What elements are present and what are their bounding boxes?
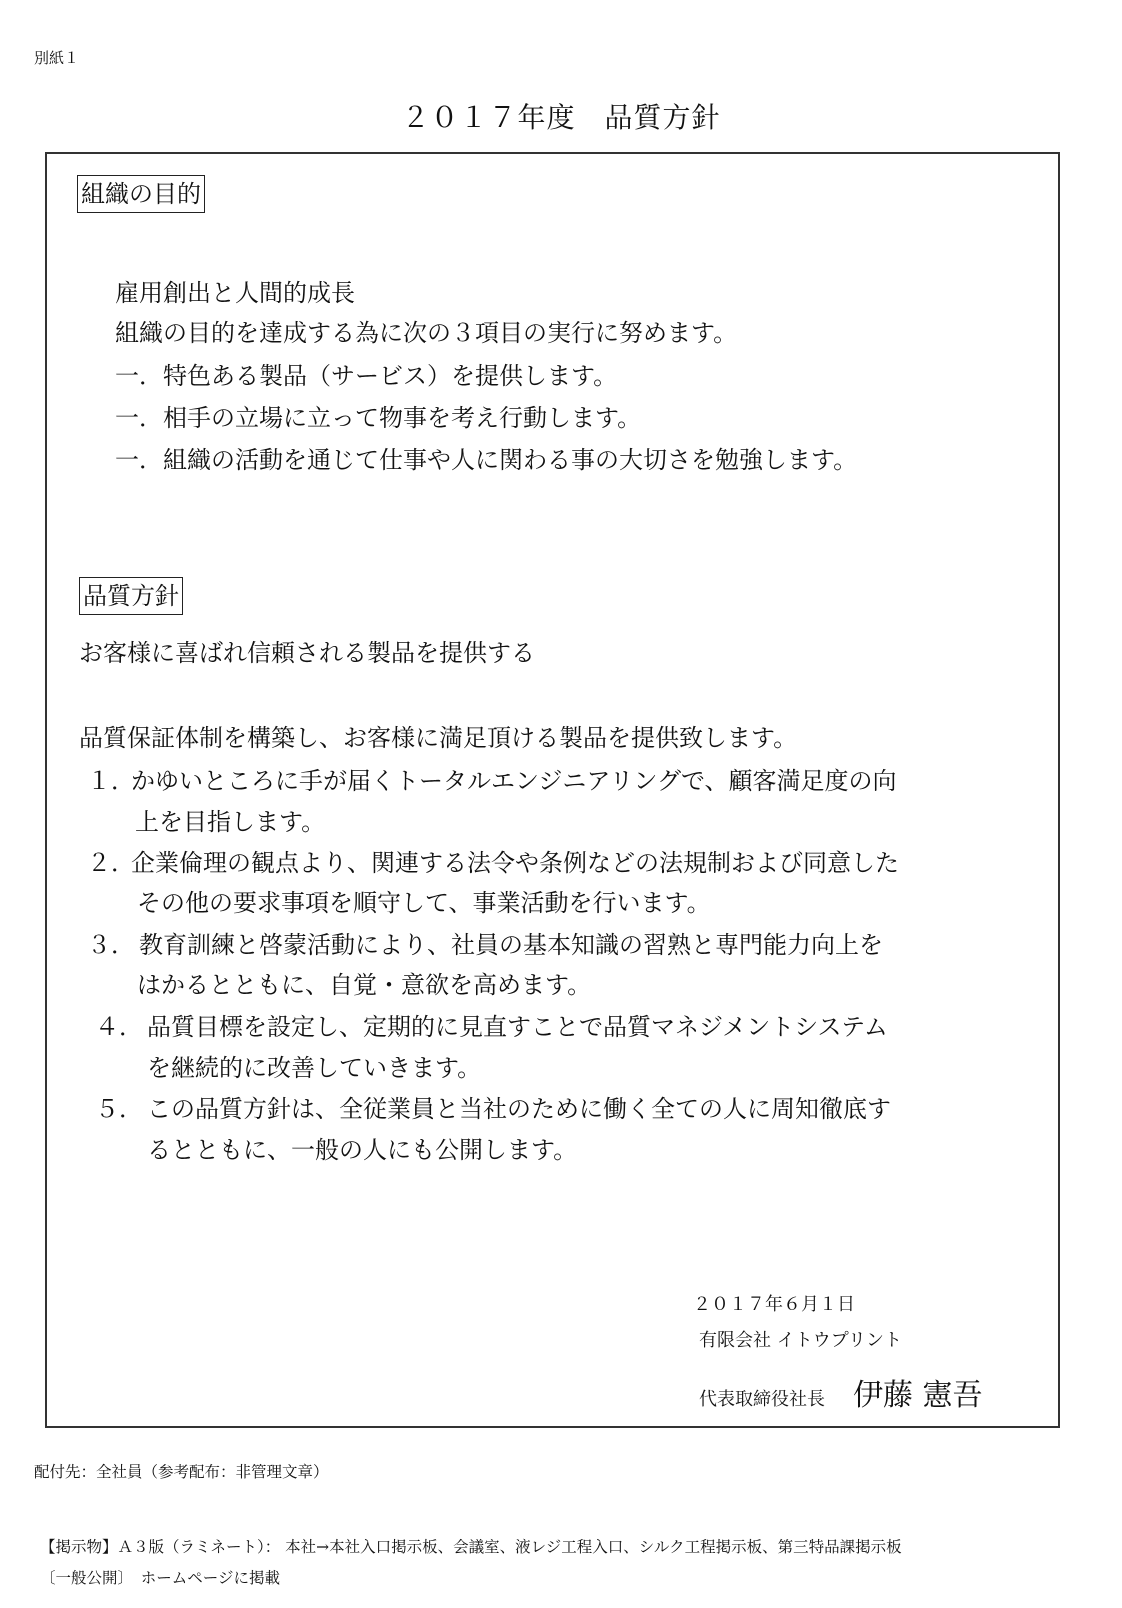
item-number: １．: [87, 767, 135, 795]
quality-intro: 品質保証体制を構築し、お客様に満足頂ける製品を提供致します。: [79, 724, 798, 752]
item-text-cont: るとともに、一般の人にも公開します。: [147, 1136, 578, 1164]
item-number: ２．: [87, 849, 135, 877]
purpose-line: 組織の目的を達成する為に次の３項目の実行に努めます。: [115, 319, 738, 347]
company-name: 有限会社 イトウプリント: [699, 1330, 903, 1351]
purpose-line: 一．特色ある製品（サービス）を提供します。: [115, 362, 618, 390]
item-text: 企業倫理の観点より、関連する法令や条例などの法規制および同意した: [131, 849, 899, 877]
president-title: 代表取締役社長: [699, 1389, 825, 1410]
purpose-line: 雇用創出と人間的成長: [115, 279, 355, 307]
document-title: ２０１７年度 品質方針: [401, 101, 721, 134]
item-number: ４．: [95, 1013, 143, 1041]
item-text: 教育訓練と啓蒙活動により、社員の基本知識の習熟と専門能力向上を: [139, 931, 883, 959]
item-text-cont: を継続的に改善していきます。: [147, 1054, 482, 1082]
distribution-note: 配付先：全社員（参考配布：非管理文章）: [34, 1463, 329, 1481]
posting-note: 【掲示物】Ａ３版（ラミネート）： 本社→本社入口掲示板、会議室、液レジ工程入口、シルク工程掲示板、第三特品課掲示板: [40, 1538, 902, 1556]
purpose-line: 一．相手の立場に立って物事を考え行動します。: [115, 404, 642, 432]
item-number: ５．: [95, 1095, 143, 1123]
purpose-line: 一．組織の活動を通じて仕事や人に関わる事の大切さを勉強します。: [115, 446, 858, 474]
item-text: この品質方針は、全従業員と当社のために働く全ての人に周知徹底す: [147, 1095, 891, 1123]
item-text-cont: はかるとともに、自覚・意欲を高めます。: [137, 971, 592, 999]
item-text: かゆいところに手が届くトータルエンジニアリングで、顧客満足度の向: [131, 767, 897, 795]
attachment-label: 別紙１: [34, 49, 80, 67]
item-text-cont: 上を目指します。: [135, 808, 326, 836]
item-text: 品質目標を設定し、定期的に見直すことで品質マネジメントシステム: [147, 1013, 888, 1041]
quality-heading: 品質方針: [79, 577, 183, 615]
president-signature: [699, 1370, 983, 1414]
president-name: 伊藤 憲吾: [853, 1378, 983, 1413]
policy-frame: [45, 152, 1060, 1428]
quality-slogan: お客様に喜ばれ信頼される製品を提供する: [79, 639, 535, 667]
public-note: 〔一般公開〕 ホームページに掲載: [40, 1569, 280, 1587]
item-number: ３．: [87, 931, 135, 959]
item-text-cont: その他の要求事項を順守して、事業活動を行います。: [137, 889, 711, 917]
policy-date: ２０１７年６月１日: [693, 1294, 855, 1315]
purpose-heading: 組織の目的: [77, 175, 205, 213]
